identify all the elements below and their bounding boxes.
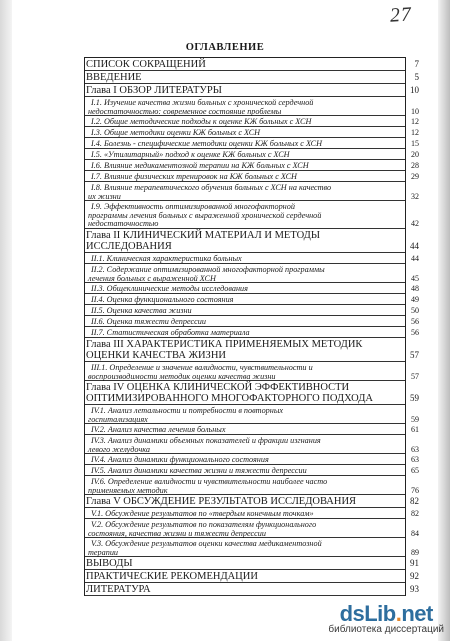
toc-entry-text: I.3. Общие методики оценки КЖ больных с ХСН (91, 128, 261, 137)
toc-page-number: 49 (411, 295, 419, 304)
toc-entry-text: Глава IV ОЦЕНКА КЛИНИЧЕСКОЙ ЭФФЕКТИВНОСТИ (86, 382, 350, 393)
toc-subsection (85, 465, 419, 476)
toc-section (85, 58, 419, 71)
toc-page-number: 57 (411, 371, 419, 381)
toc-page-number: 5 (414, 72, 419, 82)
toc-page-number: 82 (411, 509, 419, 518)
toc-page-number: 7 (414, 59, 419, 69)
handwritten-page-number: 27 (389, 3, 413, 27)
toc-page-number: 10 (410, 85, 419, 95)
toc-entry-text: ОЦЕНКИ КАЧЕСТВА ЖИЗНИ (86, 350, 226, 361)
toc-entry-text: состояния, качества жизни и тяжести депрессии (88, 528, 266, 538)
page-title: ОГЛАВЛЕНИЕ (185, 42, 265, 53)
toc-entry-text: их жизни (88, 191, 121, 201)
toc-entry-text: ВВЕДЕНИЕ (86, 72, 142, 83)
scan-edge-left (0, 0, 12, 641)
toc-subsection (85, 294, 419, 305)
toc-subsection (85, 508, 419, 519)
toc-page-number: 57 (410, 350, 419, 360)
toc-page-number: 29 (411, 172, 419, 181)
toc-page-number: 93 (410, 584, 419, 594)
toc-entry-text: II.3. Общеклинические методы исследования (91, 284, 248, 293)
toc-entry-text: I.8. Влияние терапевтического обучения больных с ХСН на качество (91, 183, 332, 192)
toc-entry-text: II.4. Оценка функционального состояния (91, 295, 234, 304)
toc-section (85, 570, 419, 583)
toc-entry-text: лечения больных с выраженной ХСН (88, 273, 216, 283)
toc-page-number: 65 (411, 466, 419, 475)
toc-subsection (85, 149, 419, 160)
toc-entry-text: госпитализациях (88, 414, 148, 424)
toc-entry-text: применяемых методик (88, 485, 168, 495)
toc-entry-text: IV.3. Анализ динамики объемных показателей и фракции изгнания (91, 436, 321, 445)
toc-page-number: 61 (411, 425, 419, 434)
toc-entry-text: ЛИТЕРАТУРА (86, 584, 151, 595)
toc-entry-text: I.6. Влияние медикаментозной терапии на КЖ больных с ХСН (91, 161, 309, 170)
toc-page-number: 84 (411, 528, 419, 538)
toc-section (85, 229, 419, 253)
toc-entry-text: II.1. Клиническая характеристика больных (91, 254, 242, 263)
toc-entry-text: воспроизводимости методик оценки качества жизни (88, 371, 276, 381)
toc-page-number: 91 (410, 558, 419, 568)
toc-subsection (85, 405, 419, 424)
toc-subsection (85, 316, 419, 327)
toc-entry-text: III.1. Определение и значение валидности, чувствительности и (91, 363, 313, 372)
toc-page-number: 50 (411, 306, 419, 315)
toc-section (85, 583, 419, 596)
toc-subsection (85, 160, 419, 171)
toc-page-number: 56 (411, 328, 419, 337)
toc-page-number: 76 (411, 485, 419, 495)
toc-entry-text: программы лечения больных с выраженной хронической сердечной (88, 210, 322, 220)
toc-subsection (85, 138, 419, 149)
toc-subsection (85, 171, 419, 182)
toc-entry-text: недостаточностью (88, 219, 159, 229)
table-of-contents (84, 57, 419, 596)
toc-page-number: 63 (411, 444, 419, 454)
toc-subsection (85, 283, 419, 294)
toc-page-number: 56 (411, 317, 419, 326)
toc-entry-text: Глава V ОБСУЖДЕНИЕ РЕЗУЛЬТАТОВ ИССЛЕДОВАНИЯ (86, 496, 357, 507)
toc-subsection (85, 476, 419, 495)
toc-entry-text: IV.5. Анализ динамики качества жизни и тяжести депрессии (91, 466, 307, 475)
toc-subsection (85, 116, 419, 127)
toc-entry-text: II.7. Статистическая обработка материала (91, 328, 250, 337)
toc-entry-text: V.1. Обсуждение результатов по «твердым конечным точкам» (91, 509, 314, 518)
toc-page-number: 10 (411, 106, 419, 116)
toc-subsection (85, 519, 419, 538)
toc-page-number: 28 (411, 161, 419, 170)
toc-section (85, 381, 419, 405)
toc-subsection (85, 182, 419, 201)
toc-entry-text: I.5. «Утилитарный» подход к оценке КЖ больных с ХСН (91, 150, 290, 159)
scan-edge-right (438, 0, 450, 641)
toc-entry-text: IV.1. Анализ летальности и потребности в повторных (91, 406, 284, 415)
toc-entry-text: ПРАКТИЧЕСКИЕ РЕКОМЕНДАЦИИ (86, 571, 258, 582)
toc-page-number: 59 (410, 393, 419, 403)
toc-page-number: 63 (411, 455, 419, 464)
toc-page-number: 45 (411, 273, 419, 283)
toc-section (85, 84, 419, 97)
toc-entry-text: V.2. Обсуждение результатов по показателям функционального (91, 520, 317, 529)
toc-entry-text: II.5. Оценка качества жизни (91, 306, 192, 315)
toc-section (85, 557, 419, 570)
toc-entry-text: ВЫВОДЫ (86, 558, 133, 569)
watermark-subtitle: библиотека диссертаций (328, 624, 444, 635)
toc-subsection (85, 454, 419, 465)
toc-subsection (85, 327, 419, 338)
toc-page-number: 82 (410, 496, 419, 506)
toc-page-number: 32 (411, 191, 419, 201)
toc-page-number: 42 (411, 219, 419, 229)
toc-entry-text: Глава III ХАРАКТЕРИСТИКА ПРИМЕНЯЕМЫХ МЕТОДИК (86, 339, 363, 350)
toc-page-number: 20 (411, 150, 419, 159)
toc-entry-text: СПИСОК СОКРАЩЕНИЙ (86, 59, 206, 70)
toc-subsection (85, 435, 419, 454)
toc-entry-text: IV.2. Анализ качества лечения больных (91, 425, 226, 434)
toc-entry-text: ОПТИМИЗИРОВАННОГО МНОГОФАКТОРНОГО ПОДХОДА (86, 393, 373, 404)
toc-section (85, 495, 419, 508)
toc-entry-text: V.3. Обсуждение результатов оценки качества медикаментозной (91, 539, 322, 548)
toc-entry-text: левого желудочка (88, 444, 150, 454)
toc-section (85, 338, 419, 362)
toc-subsection (85, 127, 419, 138)
toc-page-number: 12 (411, 117, 419, 126)
toc-subsection (85, 201, 419, 229)
toc-page-number: 44 (410, 241, 419, 251)
toc-entry-text: Глава II КЛИНИЧЕСКИЙ МАТЕРИАЛ И МЕТОДЫ (86, 230, 320, 241)
toc-page-number: 44 (411, 254, 419, 263)
toc-subsection (85, 97, 419, 116)
toc-page-number: 48 (411, 284, 419, 293)
toc-subsection (85, 253, 419, 264)
toc-entry-text: ИССЛЕДОВАНИЯ (86, 241, 172, 252)
toc-entry-text: I.7. Влияние физических тренировок на КЖ больных с ХСН (91, 172, 297, 181)
toc-entry-text: IV.6. Определение валидности и чувствительности наиболее часто (91, 477, 328, 486)
toc-subsection (85, 305, 419, 316)
watermark (328, 601, 444, 635)
toc-entry-text: I.2. Общие методические подходы к оценке КЖ больных с ХСН (91, 117, 312, 126)
toc-page-number: 92 (410, 571, 419, 581)
toc-entry-text: II.2. Содержание оптимизированной многофакторной программы (91, 265, 325, 274)
toc-page-number: 12 (411, 128, 419, 137)
toc-entry-text: I.1. Изучение качества жизни больных с хронической сердечной (91, 98, 314, 107)
toc-subsection (85, 538, 419, 557)
toc-subsection (85, 264, 419, 283)
toc-entry-text: Глава I ОБЗОР ЛИТЕРАТУРЫ (86, 85, 222, 96)
toc-page-number: 59 (411, 414, 419, 424)
toc-entry-text: недостаточностью: современное состояние проблемы (88, 106, 282, 116)
toc-page-number: 15 (411, 139, 419, 148)
toc-entry-text: II.6. Оценка тяжести депрессии (91, 317, 206, 326)
toc-entry-text: I.4. Болезнь - специфические методики оценки КЖ больных с ХСН (91, 139, 323, 148)
watermark-logo: dsLib.net (339, 601, 433, 626)
toc-subsection (85, 362, 419, 381)
toc-entry-text: IV.4. Анализ динамики функционального состояния (91, 455, 269, 464)
toc-entry-text: терапии (88, 547, 119, 557)
toc-section (85, 71, 419, 84)
toc-subsection (85, 424, 419, 435)
toc-entry-text: I.9. Эффективность оптимизированной многофакторной (91, 202, 295, 211)
toc-page-number: 89 (411, 547, 419, 557)
